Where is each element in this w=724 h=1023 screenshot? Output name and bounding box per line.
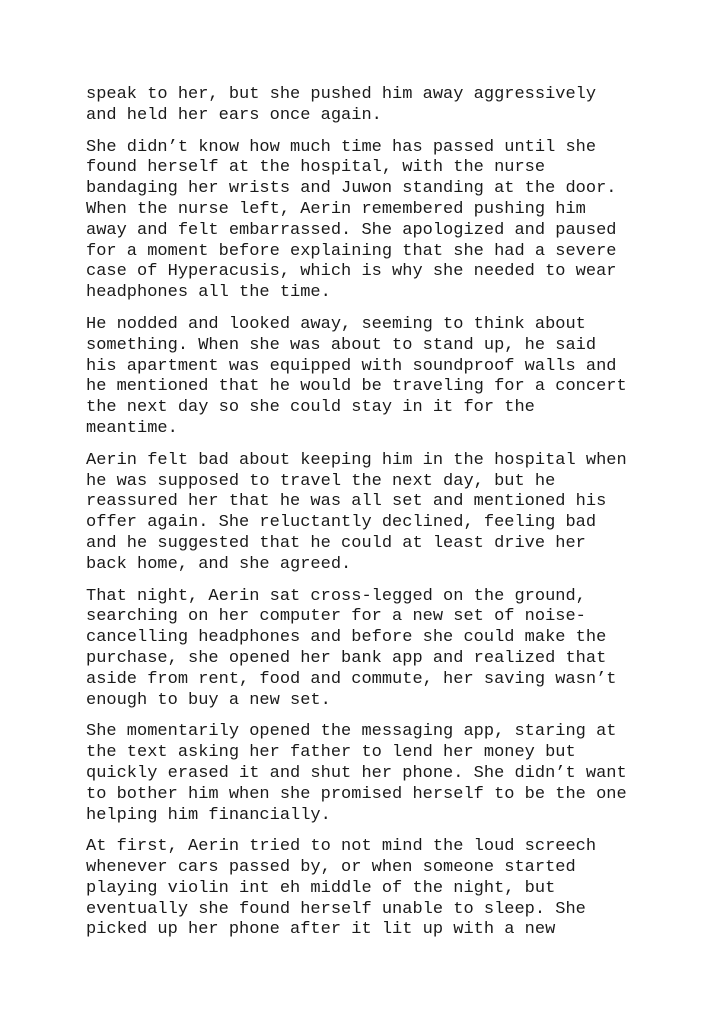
paragraph-5: That night, Aerin sat cross-legged on the ground, searching on her computer for a new set of noise- cancelling headphones and before she could make the purchase, she opened her bank app and realized that aside from rent, food and commute, her saving wasn’t enough to buy a new set. (86, 586, 617, 710)
paragraph-3: He nodded and looked away, seeming to think about something. When she was about to stand up, he said his apartment was equipped with soundproof walls and he mentioned that he would be traveling for a concert the next day so she could stay in it for the meantime. (86, 314, 627, 438)
document-page (86, 85, 646, 952)
paragraph-2: She didn’t know how much time has passed until she found herself at the hospital, with the nurse bandaging her wrists and Juwon standing at the door. When the nurse left, Aerin remembered pushing him away and felt embarrassed. She apologized and paused for a moment before explaining that she had a severe case of Hyperacusis, which is why she needed to wear headphones all the time. (86, 137, 617, 303)
paragraph-1: speak to her, but she pushed him away aggressively and held her ears once again. (86, 85, 597, 125)
paragraph-4: Aerin felt bad about keeping him in the hospital when he was supposed to travel the next day, but he reassured her that he was all set and mentioned his offer again. She reluctantly declined, feeling bad and he suggested that he could at least drive her back home, and she agreed. (86, 450, 627, 574)
paragraph-6: She momentarily opened the messaging app, staring at the text asking her father to lend her money but quickly erased it and shut her phone. She didn’t want to bother him when she promised herself to be the one helping him financially. (86, 722, 627, 825)
paragraph-7: At first, Aerin tried to not mind the loud screech whenever cars passed by, or when someone started playing violin int eh middle of the night, but eventually she found herself unable to sleep. She picked up her phone after it lit up with a new (86, 837, 597, 940)
